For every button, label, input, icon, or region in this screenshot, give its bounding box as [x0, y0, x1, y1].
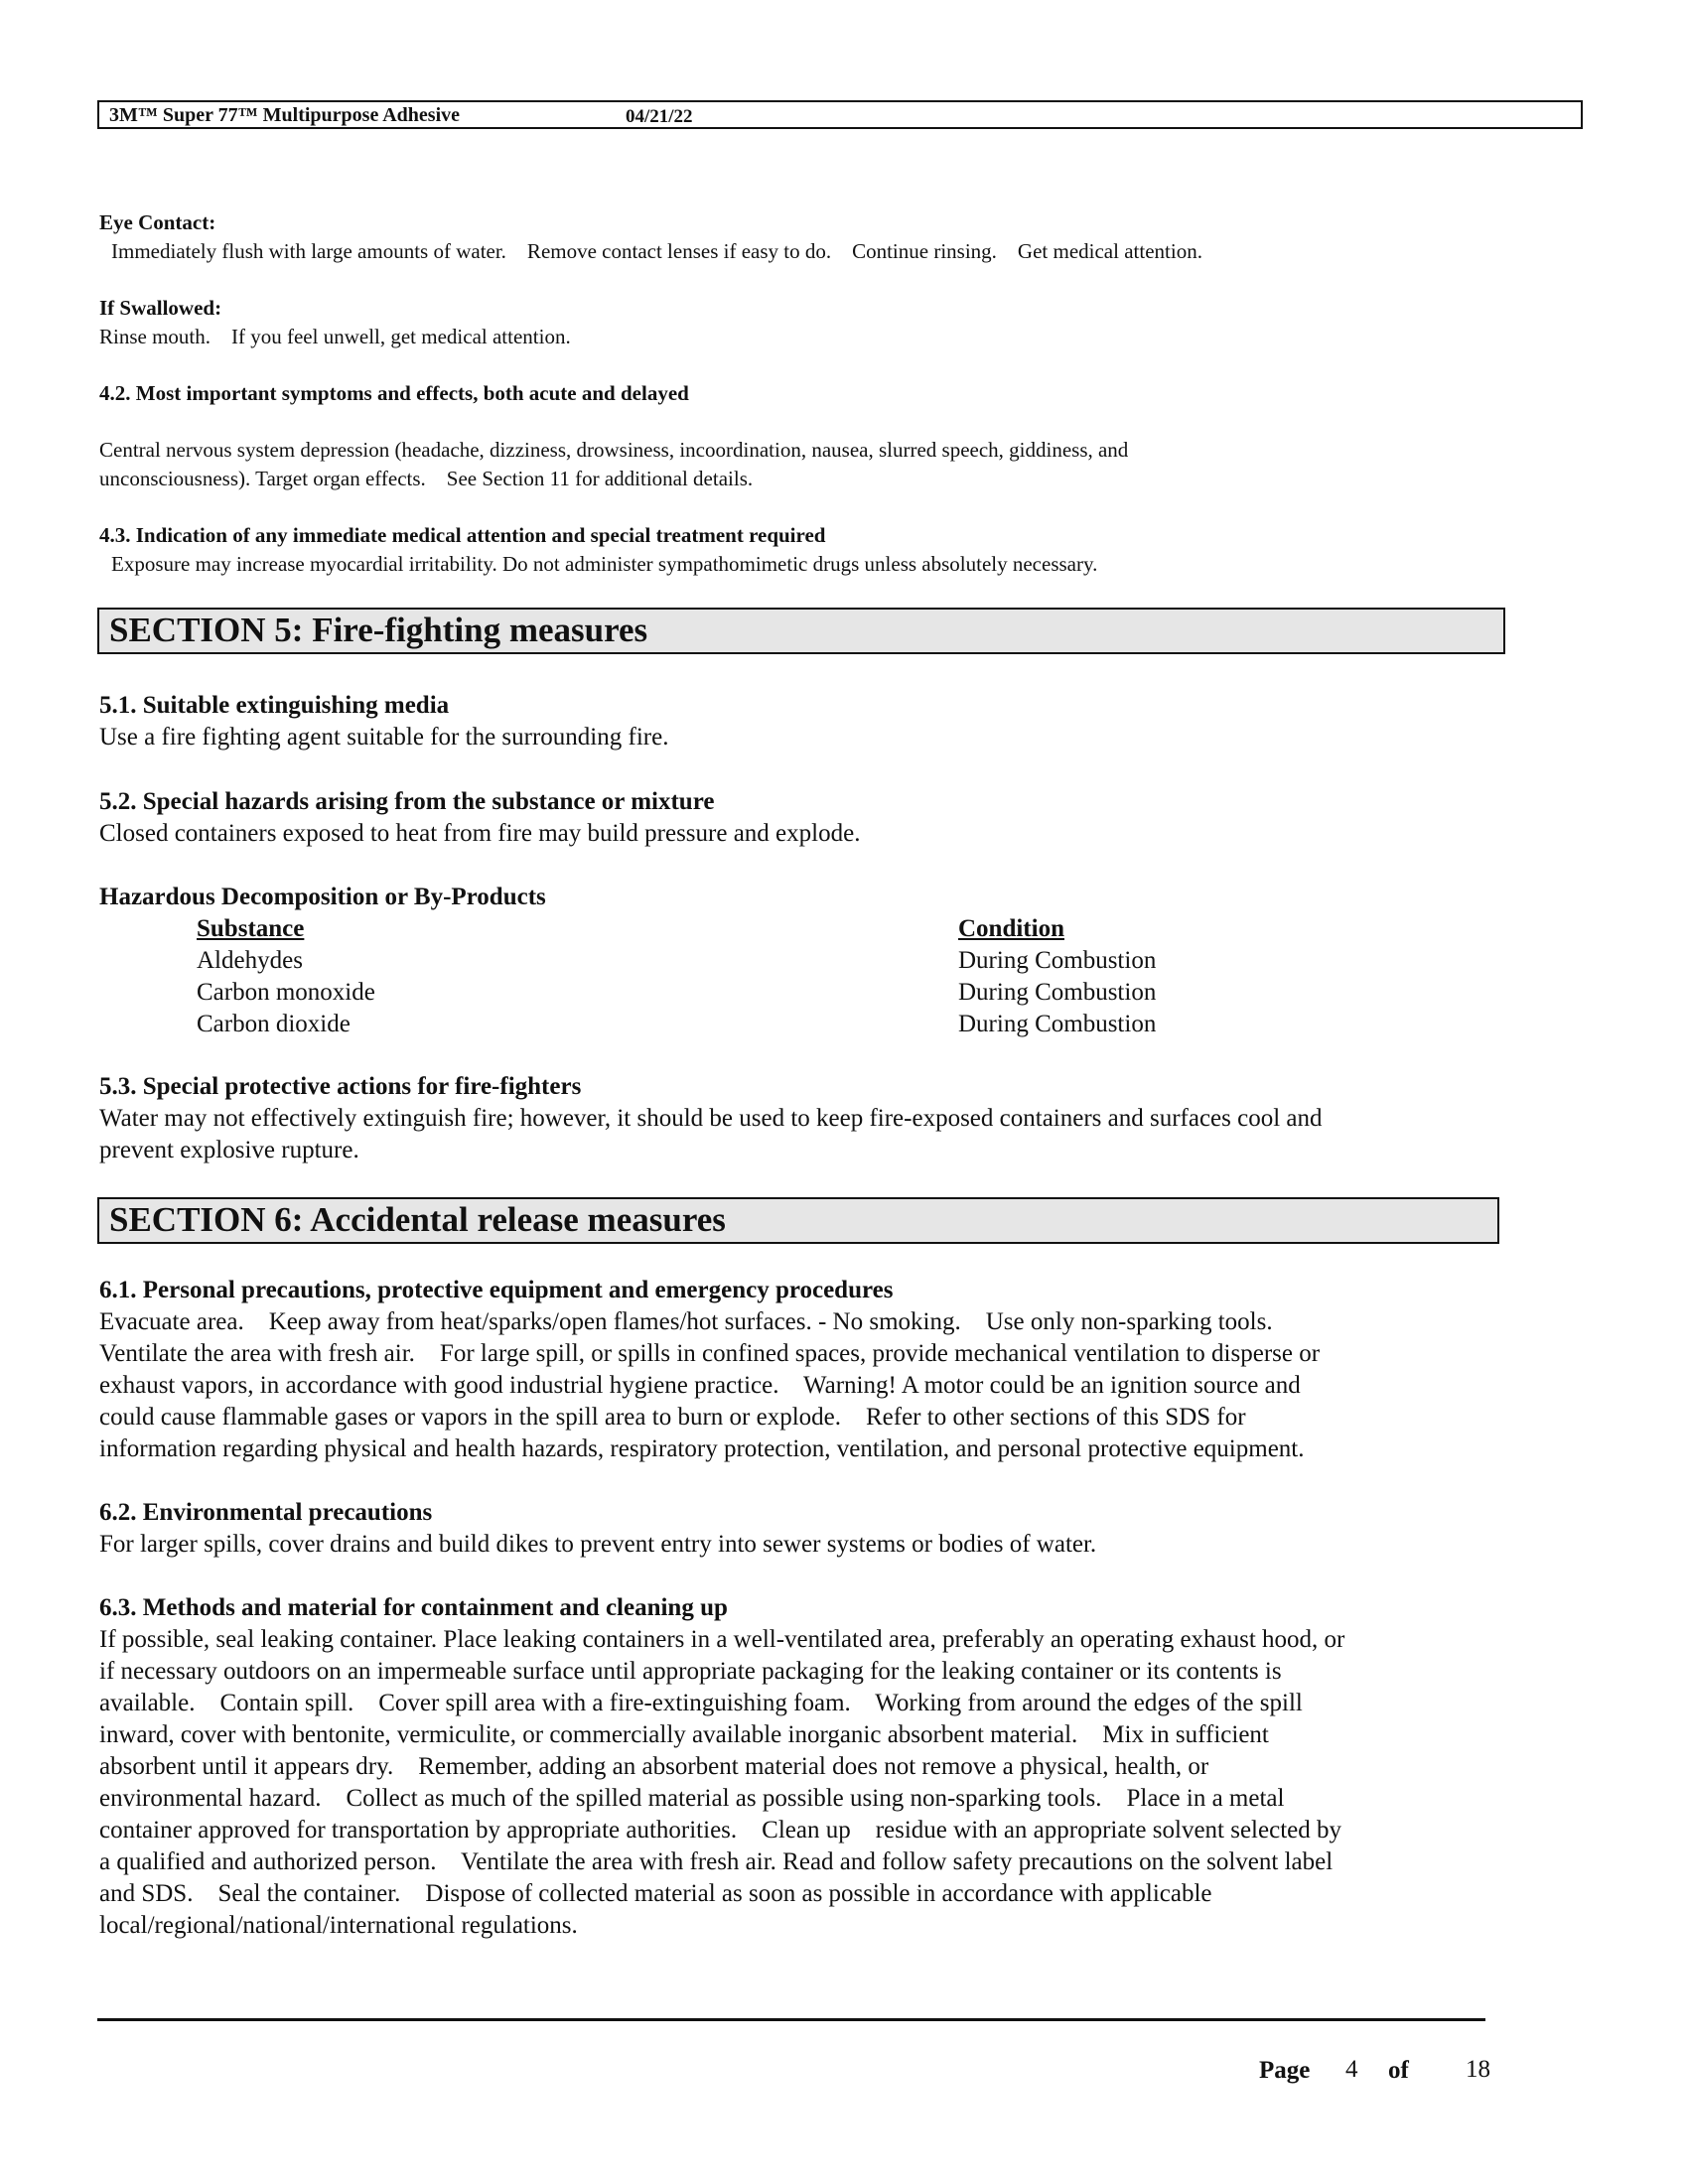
- subsection-6-3-line: available. Contain spill. Cover spill area with a fire-extinguishing foam. Working from around the edges of the spill: [99, 1690, 1303, 1716]
- subsection-6-1-line: could cause flammable gases or vapors in the spill area to burn or explode. Refer to other sections of this SDS for: [99, 1404, 1246, 1431]
- subsection-4-3-text: Exposure may increase myocardial irritability. Do not administer sympathomimetic drugs unless absolutely necessary.: [111, 552, 1098, 576]
- if-swallowed-text: Rinse mouth. If you feel unwell, get medical attention.: [99, 325, 571, 348]
- product-title: 3M™ Super 77™ Multipurpose Adhesive: [109, 104, 460, 126]
- page-number: 4: [1345, 2056, 1358, 2083]
- subsection-6-3-heading: 6.3. Methods and material for containment and cleaning up: [99, 1594, 728, 1621]
- subsection-5-3-heading: 5.3. Special protective actions for fire-fighters: [99, 1073, 582, 1100]
- subsection-4-2-line: unconsciousness). Target organ effects. See Section 11 for additional details.: [99, 467, 754, 490]
- subsection-5-1-text: Use a fire fighting agent suitable for the surrounding fire.: [99, 724, 669, 751]
- revision-date: 04/21/22: [626, 106, 693, 127]
- section-6-title: SECTION 6: Accidental release measures: [109, 1200, 726, 1239]
- subsection-6-3-line: environmental hazard. Collect as much of the spilled material as possible using non-sparking tools. Place in a metal: [99, 1785, 1285, 1812]
- subsection-6-3-line: If possible, seal leaking container. Place leaking containers in a well-ventilated area, preferably an operating exhaust hood, or: [99, 1626, 1345, 1653]
- subsection-6-1-line: information regarding physical and health hazards, respiratory protection, ventilation, and personal protective equipment.: [99, 1435, 1305, 1462]
- subsection-6-3-line: container approved for transportation by appropriate authorities. Clean up residue with an appropriate solvent selected by: [99, 1817, 1341, 1843]
- subsection-4-3-heading: 4.3. Indication of any immediate medical attention and special treatment required: [99, 523, 826, 547]
- hazard-row-condition: During Combustion: [958, 979, 1157, 1006]
- subsection-6-3-line: local/regional/national/international regulations.: [99, 1912, 578, 1939]
- subsection-5-2-text: Closed containers exposed to heat from fire may build pressure and explode.: [99, 820, 861, 847]
- subsection-6-3-line: inward, cover with bentonite, vermiculite, or commercially available inorganic absorbent material. Mix in sufficient: [99, 1721, 1269, 1748]
- section-5-title: SECTION 5: Fire-fighting measures: [109, 611, 648, 649]
- total-pages: 18: [1466, 2056, 1490, 2083]
- subsection-6-1-line: exhaust vapors, in accordance with good industrial hygiene practice. Warning! A motor could be an ignition source and: [99, 1372, 1301, 1399]
- subsection-6-2-text: For larger spills, cover drains and build dikes to prevent entry into sewer systems or bodies of water.: [99, 1531, 1097, 1558]
- subsection-4-2-heading: 4.2. Most important symptoms and effects, both acute and delayed: [99, 381, 689, 405]
- hazardous-decomposition-heading: Hazardous Decomposition or By-Products: [99, 884, 546, 910]
- page-label: Page: [1259, 2057, 1311, 2084]
- subsection-6-3-line: and SDS. Seal the container. Dispose of collected material as soon as possible in accordance with applicable: [99, 1880, 1212, 1907]
- subsection-5-3-line: Water may not effectively extinguish fire; however, it should be used to keep fire-exposed containers and surfaces cool and: [99, 1105, 1323, 1132]
- subsection-6-1-line: Ventilate the area with fresh air. For large spill, or spills in confined spaces, provide mechanical ventilation to disperse or: [99, 1340, 1321, 1367]
- condition-column-header: Condition: [958, 915, 1064, 942]
- hazard-row-condition: During Combustion: [958, 947, 1157, 974]
- hazard-row-condition: During Combustion: [958, 1011, 1157, 1037]
- if-swallowed-heading: If Swallowed:: [99, 296, 222, 320]
- subsection-4-2-line: Central nervous system depression (headache, dizziness, drowsiness, incoordination, nausea, slurred speech, giddiness, and: [99, 438, 1129, 462]
- hazard-row-substance: Aldehydes: [197, 947, 303, 974]
- subsection-6-3-line: if necessary outdoors on an impermeable surface until appropriate packaging for the leaking container or its contents is: [99, 1658, 1282, 1685]
- eye-contact-text: Immediately flush with large amounts of water. Remove contact lenses if easy to do. Continue rinsing. Get medical attention.: [111, 239, 1202, 263]
- of-label: of: [1388, 2057, 1409, 2084]
- subsection-5-3-line: prevent explosive rupture.: [99, 1137, 359, 1163]
- hazard-row-substance: Carbon dioxide: [197, 1011, 351, 1037]
- subsection-6-1-heading: 6.1. Personal precautions, protective equipment and emergency procedures: [99, 1277, 894, 1303]
- subsection-6-3-line: absorbent until it appears dry. Remember, adding an absorbent material does not remove a physical, health, or: [99, 1753, 1209, 1780]
- subsection-5-1-heading: 5.1. Suitable extinguishing media: [99, 692, 450, 719]
- hazard-row-substance: Carbon monoxide: [197, 979, 375, 1006]
- subsection-6-3-line: a qualified and authorized person. Ventilate the area with fresh air. Read and follow safety precautions on the solvent label: [99, 1848, 1334, 1875]
- eye-contact-heading: Eye Contact:: [99, 210, 216, 234]
- subsection-5-2-heading: 5.2. Special hazards arising from the substance or mixture: [99, 788, 715, 815]
- substance-column-header: Substance: [197, 915, 305, 942]
- footer-rule: [97, 2018, 1485, 2021]
- subsection-6-1-line: Evacuate area. Keep away from heat/sparks/open flames/hot surfaces. - No smoking. Use only non-sparking tools.: [99, 1308, 1273, 1335]
- subsection-6-2-heading: 6.2. Environmental precautions: [99, 1499, 433, 1526]
